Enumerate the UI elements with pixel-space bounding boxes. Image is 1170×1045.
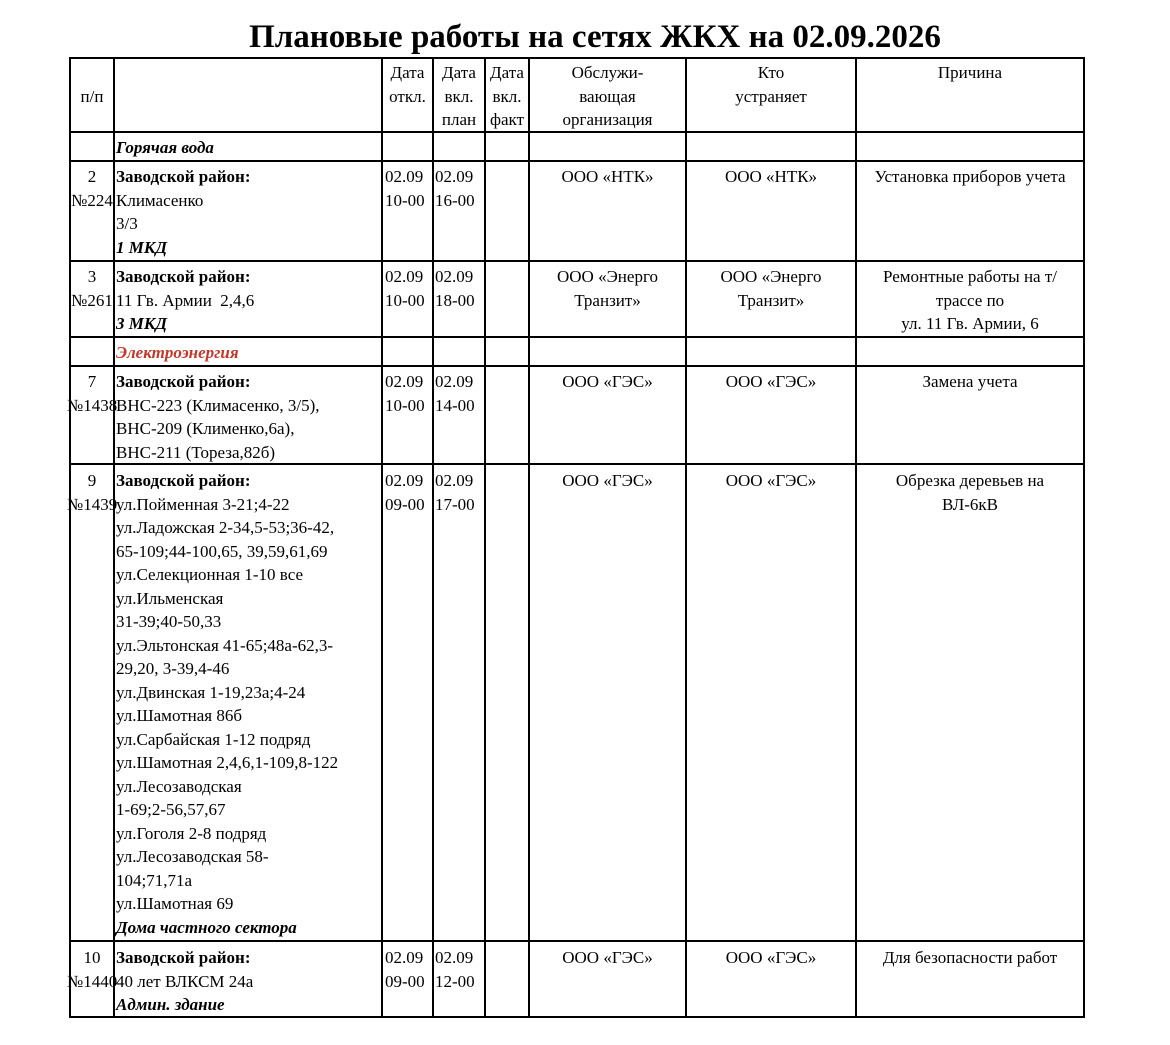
row-date-off: 02.09 09-00: [385, 948, 425, 991]
row-reason: Ремонтные работы на т/ трассе по ул. 11 Гв. Армии, 6: [883, 267, 1057, 333]
row-date-off: 02.09 10-00: [385, 372, 425, 415]
row-date-off: 02.09 10-00: [385, 167, 425, 210]
header-num: п/п: [80, 87, 104, 106]
col-divider: [855, 57, 857, 1018]
row-date-off: 02.09 09-00: [385, 471, 425, 514]
row-date-plan: 02.09 17-00: [435, 471, 475, 514]
row-fixer: ООО «ГЭС»: [725, 372, 817, 391]
col-divider: [381, 57, 383, 1018]
row-number: 7 №1438: [67, 372, 118, 415]
row-divider: [69, 160, 1085, 162]
col-divider: [528, 57, 530, 1018]
row-org: ООО «Энерго Транзит»: [557, 267, 658, 310]
row-org: ООО «ГЭС»: [562, 948, 653, 967]
section-electricity: Электроэнергия: [116, 343, 239, 362]
row-reason: Установка приборов учета: [874, 167, 1066, 186]
row-number: 9 №1439: [67, 471, 118, 514]
col-divider: [113, 57, 115, 1018]
header-org: Обслужи- вающая организация: [562, 63, 653, 129]
header-date-off: Дата откл.: [389, 63, 426, 106]
row-date-plan: 02.09 18-00: [435, 267, 475, 310]
header-date-plan: Дата вкл. план: [441, 63, 477, 129]
row-org: ООО «ГЭС»: [562, 471, 653, 490]
row-number: 3 №261: [71, 267, 113, 310]
row-fixer: ООО «ГЭС»: [725, 471, 817, 490]
row-date-plan: 02.09 12-00: [435, 948, 475, 991]
row-number: 10 №1440: [67, 948, 118, 991]
col-divider: [432, 57, 434, 1018]
row-date-off: 02.09 10-00: [385, 267, 425, 310]
page-title: Плановые работы на сетях ЖКХ на 02.09.2026: [249, 19, 941, 55]
col-divider: [484, 57, 486, 1018]
row-date-plan: 02.09 14-00: [435, 372, 475, 415]
row-address: Заводской район: Климасенко 3/3 1 МКД: [116, 167, 251, 257]
row-fixer: ООО «Энерго Транзит»: [720, 267, 822, 310]
row-address: Заводской район: ул.Пойменная 3-21;4-22 ул.Ладожская 2-34,5-53;36-42, 65-109;44-100,65, 39,59,61,69 ул.Селекционная 1-10 все ул.Ильменская 31-39;40-50,33 ул.Эльтонская 41-65;48а-62,3- 29,20, 3-39,4-46 ул.Двинская 1-19,23а;4-24 ул.Шамотная 86б ул.Сарбайская 1-12 подряд ул.Шамотная 2,4,6,1-109,8-122 ул.Лесозаводская 1-69;2-56,57,67 ул.Гоголя 2-8 подряд ул.Лесозаводская 58- 104;71,71а ул.Шамотная 69 Дома частного сектора: [116, 471, 339, 937]
col-divider: [685, 57, 687, 1018]
header-fixer: Кто устраняет: [735, 63, 807, 106]
row-date-plan: 02.09 16-00: [435, 167, 475, 210]
row-divider: [69, 336, 1085, 338]
row-org: ООО «НТК»: [561, 167, 654, 186]
row-divider: [69, 365, 1085, 367]
row-reason: Обрезка деревьев на ВЛ-6кВ: [895, 471, 1045, 514]
section-hot-water: Горячая вода: [116, 138, 214, 157]
row-divider: [69, 260, 1085, 262]
row-fixer: ООО «ГЭС»: [725, 948, 817, 967]
row-divider: [69, 940, 1085, 942]
row-reason: Замена учета: [922, 372, 1018, 391]
row-address: Заводской район: ВНС-223 (Климасенко, 3/5), ВНС-209 (Клименко,6а), ВНС-211 (Тореза,82б): [116, 372, 320, 462]
header-reason: Причина: [937, 63, 1003, 82]
row-number: 2 №224: [71, 167, 113, 210]
row-fixer: ООО «НТК»: [724, 167, 818, 186]
row-address: Заводской район: 40 лет ВЛКСМ 24а Админ. здание: [116, 948, 254, 1014]
row-org: ООО «ГЭС»: [562, 372, 653, 391]
row-reason: Для безопасности работ: [882, 948, 1058, 967]
header-date-fact: Дата вкл. факт: [489, 63, 525, 129]
row-address: Заводской район: 11 Гв. Армии 2,4,6 3 МКД: [116, 267, 255, 333]
